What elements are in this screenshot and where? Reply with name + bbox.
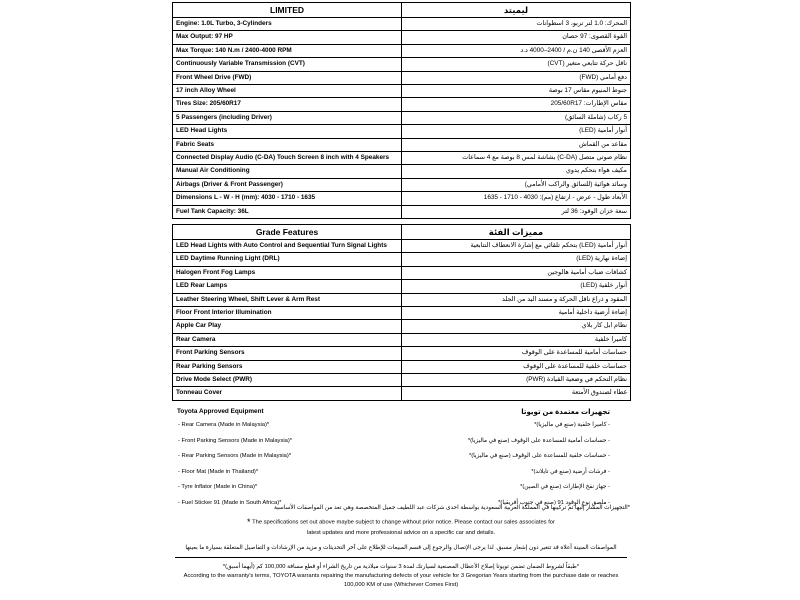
limited-row-ar: دفع أمامي (FWD): [402, 71, 631, 84]
limited-row-en: Airbags (Driver & Front Passenger): [173, 178, 402, 191]
grade-header-ar: مميزات الفئة: [402, 225, 631, 240]
limited-row-ar: أنوار أمامية (LED): [402, 125, 631, 138]
section-divider: [175, 557, 627, 558]
limited-row: [173, 192, 631, 205]
limited-row: [173, 125, 631, 138]
equipment-item-en: - Rear Parking Sensors (Made in Malaysia)*: [178, 453, 292, 460]
equipment-item-ar: - حساسات خلفية للمساعدة على الوقوف (صنع في ماليزيا)*: [468, 453, 610, 460]
limited-row-en: 17 inch Alloy Wheel: [173, 85, 402, 98]
limited-row-en: Continuously Variable Transmission (CVT): [173, 58, 402, 71]
equipment-item: [172, 435, 630, 451]
equipment-item-ar: - ملصق نوع الوقود 91 (صنع في جنوب أفريقيا)*: [498, 499, 610, 506]
grade-row-en: Rear Parking Sensors: [173, 360, 402, 373]
grade-row-ar: كشافات ضباب أمامية هالوجين: [402, 266, 631, 279]
limited-row-en: Fabric Seats: [173, 138, 402, 151]
limited-row: [173, 138, 631, 151]
asterisk-mark: *: [247, 517, 251, 527]
limited-spec-table: [172, 2, 631, 219]
limited-row-en: Tires Size: 205/60R17: [173, 98, 402, 111]
approved-equipment-title-en: Toyota Approved Equipment: [177, 408, 264, 415]
equipment-item: [172, 466, 630, 482]
grade-row: [173, 360, 631, 373]
specs-disclaimer-en-1-text: The specifications set out above maybe subject to change without prior notice. Please contact our sales associates for: [252, 519, 555, 526]
limited-row-en: Fuel Tank Capacity: 36L: [173, 205, 402, 218]
equipment-note-ar: *التجهيزات المشار إليها تم تركيبها في المملكة العربية السعودية بواسطة احدى شركات عبد اللطيف جميل المتخصصة وهي تعد من المواصفات الأساسية: [273, 505, 630, 511]
limited-row: [173, 111, 631, 124]
grade-row: [173, 266, 631, 279]
grade-row-en: Apple Car Play: [173, 320, 402, 333]
grade-row: [173, 253, 631, 266]
limited-row: [173, 98, 631, 111]
limited-row: [173, 85, 631, 98]
equipment-item-en: - Fuel Sticker 91 (Made in South Africa)*: [178, 499, 282, 506]
limited-row-en: 5 Passengers (including Driver): [173, 111, 402, 124]
grade-row-en: Halogen Front Fog Lamps: [173, 266, 402, 279]
grade-header-row: [173, 225, 631, 240]
warranty-block: [172, 563, 630, 590]
grade-row-en: LED Rear Lamps: [173, 280, 402, 293]
limited-header-ar: ليميتد: [402, 3, 631, 18]
limited-row-ar: 5 ركاب (شاملة السائق): [402, 111, 631, 124]
limited-row-ar: القوة القصوى: 97 حصان: [402, 31, 631, 44]
equipment-item-ar: - جهاز نفخ الإطارات (صنع في الصين)*: [520, 484, 610, 491]
limited-row: [173, 18, 631, 31]
grade-row: [173, 347, 631, 360]
grade-row: [173, 240, 631, 253]
grade-row: [173, 280, 631, 293]
grade-row-en: Floor Front Interior Illumination: [173, 307, 402, 320]
grade-row: [173, 293, 631, 306]
limited-row-ar: وسائد هوائية (للسائق والراكب الأمامي): [402, 178, 631, 191]
limited-header-row: [173, 3, 631, 18]
limited-row-en: Max Output: 97 HP: [173, 31, 402, 44]
warranty-en-2: 100,000 KM of use (Whichever Comes First): [343, 582, 459, 588]
grade-header-en: Grade Features: [173, 225, 402, 240]
equipment-item-ar: - فرشات أرضية (صنع في تايلاند)*: [531, 468, 610, 475]
equipment-item-ar: - كاميرا خلفية (صنع في ماليزيا)*: [534, 422, 610, 428]
approved-equipment-title-row: [172, 405, 630, 419]
limited-row: [173, 205, 631, 218]
limited-header-en: LIMITED: [173, 3, 402, 18]
equipment-item-en: - Rear Camera (Made in Malaysia)*: [178, 422, 270, 428]
limited-row-ar: المحرك: 1.0 لتر تربو، 3 اسطوانات: [402, 18, 631, 31]
limited-row-ar: مقاعد من القماش: [402, 138, 631, 151]
limited-row-ar: الأبعاد طول - عرض - ارتفاع (مم): 4030 - 1710 - 1635: [402, 192, 631, 205]
limited-row-ar: العزم الأقصى 140 ن.م / 2400–4000 د.د: [402, 44, 631, 57]
approved-equipment-section: [172, 405, 630, 513]
limited-row: [173, 58, 631, 71]
equipment-item: [172, 419, 630, 435]
grade-row-ar: نظام ابل كار بلاي: [402, 320, 631, 333]
grade-row-en: LED Head Lights with Auto Control and Sequential Turn Signal Lights: [173, 240, 402, 253]
limited-row: [173, 71, 631, 84]
limited-row: [173, 44, 631, 57]
grade-row-en: LED Daytime Running Light (DRL): [173, 253, 402, 266]
equipment-item-en: - Floor Mat (Made in Thailand)*: [178, 468, 259, 475]
specs-disclaimer-ar: المواصفات المبينة أعلاه قد تتغير دون إشعار مسبق. لذا يرجى الإتصال والرجوع إلى قسم المبيعات للإطلاع على آخر التحديثات و مزيد من الإرشادات و التفاصيل المتعلقة بسيارة ما بعينها: [185, 545, 617, 551]
grade-row-en: Leather Steering Wheel, Shift Lever & Arm Rest: [173, 293, 402, 306]
grade-row-ar: أنوار أمامية (LED) بتحكم تلقائي مع إشارة الانعطاف التتابعية: [402, 240, 631, 253]
limited-row: [173, 178, 631, 191]
limited-row-en: Engine: 1.0L Turbo, 3-Cylinders: [173, 18, 402, 31]
warranty-ar: *طبقاً لشروط الضمان تضمن تويوتا إصلاح الأعطال المصنعية لسيارتك لمدة 3 سنوات ميلادية من تاريخ الشراء أو قطع مسافة 100,000 كم (أيهما أسبق)*: [222, 564, 580, 570]
grade-row-ar: حساسات أمامية للمساعدة على الوقوف: [402, 347, 631, 360]
limited-row-ar: ناقل حركة تتابعي متغير (CVT): [402, 58, 631, 71]
grade-row-en: Front Parking Sensors: [173, 347, 402, 360]
grade-row-ar: كاميرا خلفية: [402, 333, 631, 346]
limited-row-en: Dimensions L - W - H (mm): 4030 - 1710 - 1635: [173, 192, 402, 205]
equipment-item-en: - Tyre Inflator (Made in China)*: [178, 484, 258, 491]
limited-row-ar: جنوط المنيوم مقاس 17 بوصة: [402, 85, 631, 98]
equipment-item-ar: - حساسات أمامية للمساعدة على الوقوف (صنع في ماليزيا)*: [467, 437, 610, 444]
limited-row: [173, 165, 631, 178]
equipment-item-en: - Front Parking Sensors (Made in Malaysia)*: [178, 437, 293, 444]
approved-equipment-list: [172, 419, 630, 513]
equipment-item: [172, 481, 630, 497]
grade-row: [173, 320, 631, 333]
equipment-item: [172, 450, 630, 466]
limited-row-ar: نظام صوتي متصل (C-DA) بشاشة لمس 8 بوصة مع 4 سماعات: [402, 152, 631, 165]
grade-row: [173, 307, 631, 320]
limited-row-ar: مكيف هواء بتحكم يدوي: [402, 165, 631, 178]
grade-row-ar: إضاءة أرضية داخلية أمامية: [402, 307, 631, 320]
grade-row-ar: المقود و ذراع ناقل الحركة و مسند اليد من الجلد: [402, 293, 631, 306]
limited-row: [173, 152, 631, 165]
specs-disclaimer-en-2: latest updates and more professional advice on a specific car and details.: [306, 530, 496, 536]
warranty-en-1: According to the warranty's terms, TOYOTA warrants repairing the manufacturing defects of your vehicle for 3 Gregorian Years starting from the purchase date or reaches: [183, 573, 619, 579]
limited-row-en: Max Torque: 140 N.m / 2400-4000 RPM: [173, 44, 402, 57]
limited-row-en: Connected Display Audio (C-DA) Touch Screen 8 inch with 4 Speakers: [173, 152, 402, 165]
grade-row-en: Drive Mode Select (PWR): [173, 374, 402, 387]
grade-row-ar: نظام التحكم في وضعية القيادة (PWR): [402, 374, 631, 387]
limited-row-en: Manual Air Conditioning: [173, 165, 402, 178]
grade-row-ar: أنوار خلفية (LED): [402, 280, 631, 293]
grade-row-en: Rear Camera: [173, 333, 402, 346]
grade-row-en: Tonneau Cover: [173, 387, 402, 400]
grade-row-ar: حساسات خلفية للمساعدة على الوقوف: [402, 360, 631, 373]
grade-row: [173, 333, 631, 346]
grade-row: [173, 374, 631, 387]
grade-row: [173, 387, 631, 400]
limited-row-en: LED Head Lights: [173, 125, 402, 138]
approved-equipment-title-ar: تجهيزات معتمدة من تويوتا: [521, 409, 610, 416]
grade-row-ar: غطاء لصندوق الأمتعة: [402, 387, 631, 400]
limited-row-ar: مقاس الإطارات: 205/60R17: [402, 98, 631, 111]
specs-disclaimer-en-1: [172, 517, 630, 527]
grade-features-table: [172, 224, 631, 401]
grade-row-ar: إضاءة نهارية (LED): [402, 253, 631, 266]
limited-row: [173, 31, 631, 44]
limited-row-ar: سعة خزان الوقود: 36 لتر: [402, 205, 631, 218]
limited-row-en: Front Wheel Drive (FWD): [173, 71, 402, 84]
